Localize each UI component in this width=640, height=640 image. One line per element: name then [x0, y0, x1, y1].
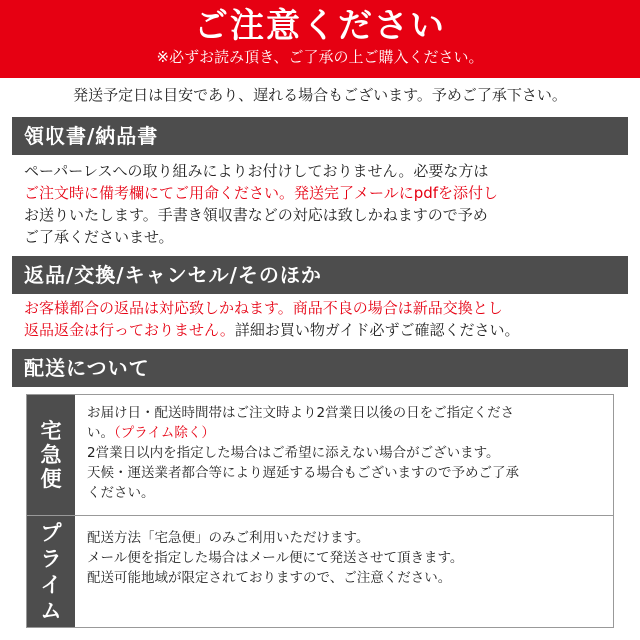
prime-content: [87, 528, 607, 588]
takkyubin-line: [87, 423, 607, 443]
prime-label: [27, 516, 75, 627]
intro-text: 発送予定日は目安であり、遅れる場合もございます。予めご了承下さい。: [73, 86, 567, 104]
returns-line-red-part: 返品返金は行っておりません。: [24, 321, 235, 339]
prime-line: 配送方法「宅急便」のみご利用いただけます。: [87, 530, 370, 546]
takkyubin-line: お届け日・配送時間帯はご注文時より2営業日以後の日をご指定くださ: [87, 405, 515, 421]
shipping-table: [26, 394, 614, 628]
returns-section-body: [24, 297, 624, 341]
receipt-line: お送りいたします。手書き領収書などの対応は致しかねますので予め: [24, 206, 488, 224]
takkyubin-line: 天候・運送業者都合等により遅延する場合もございますので予めご了承: [87, 465, 519, 481]
receipt-line: ご了承くださいませ。: [24, 228, 174, 246]
returns-section-title: 返品/交換/キャンセル/そのほか: [12, 256, 628, 294]
takkyubin-label-char: 便: [40, 467, 62, 491]
receipt-line-red: ご注文時に備考欄にてご用命ください。発送完了メールにpdfを添付し: [24, 184, 499, 202]
header-subtitle: ※必ずお読み頂き、ご了承の上ご購入ください。: [156, 48, 484, 66]
returns-line-red: お客様都合の返品は対応致しかねます。商品不良の場合は新品交換とし: [24, 299, 503, 317]
prime-label-char: イ: [40, 572, 62, 597]
warning-header: [0, 0, 640, 78]
prime-excluded-note: （プライム除く）: [114, 425, 215, 441]
takkyubin-label-char: 宅: [40, 419, 62, 443]
receipt-line: ペーパーレスへの取り組みによりお付けしておりません。必要な方は: [24, 162, 489, 180]
takkyubin-content: [87, 403, 607, 503]
prime-line: 配送可能地域が限定されておりますので、ご注意ください。: [87, 570, 452, 586]
prime-label-char: プ: [40, 520, 62, 545]
prime-label-char: ラ: [40, 546, 62, 571]
takkyubin-line: ください。: [87, 485, 155, 501]
takkyubin-label: [27, 395, 75, 515]
header-title: ご注意ください: [194, 6, 446, 46]
prime-line: メール便を指定した場合はメール便にて発送させて頂きます。: [87, 550, 464, 566]
shipping-section-title: 配送について: [12, 349, 628, 387]
returns-line-rest: 詳細お買い物ガイド必ずご確認ください。: [234, 321, 520, 339]
takkyubin-label-char: 急: [40, 443, 62, 467]
prime-row: [27, 516, 613, 627]
takkyubin-line-part: い。: [87, 425, 114, 441]
takkyubin-row: [27, 395, 613, 516]
takkyubin-line: 2営業日以内を指定した場合はご希望に添えない場合がございます。: [87, 445, 500, 461]
returns-line: [24, 319, 624, 341]
receipt-section-body: [24, 160, 624, 248]
receipt-section-title: 領収書/納品書: [12, 117, 628, 155]
prime-label-char: ム: [40, 598, 62, 623]
